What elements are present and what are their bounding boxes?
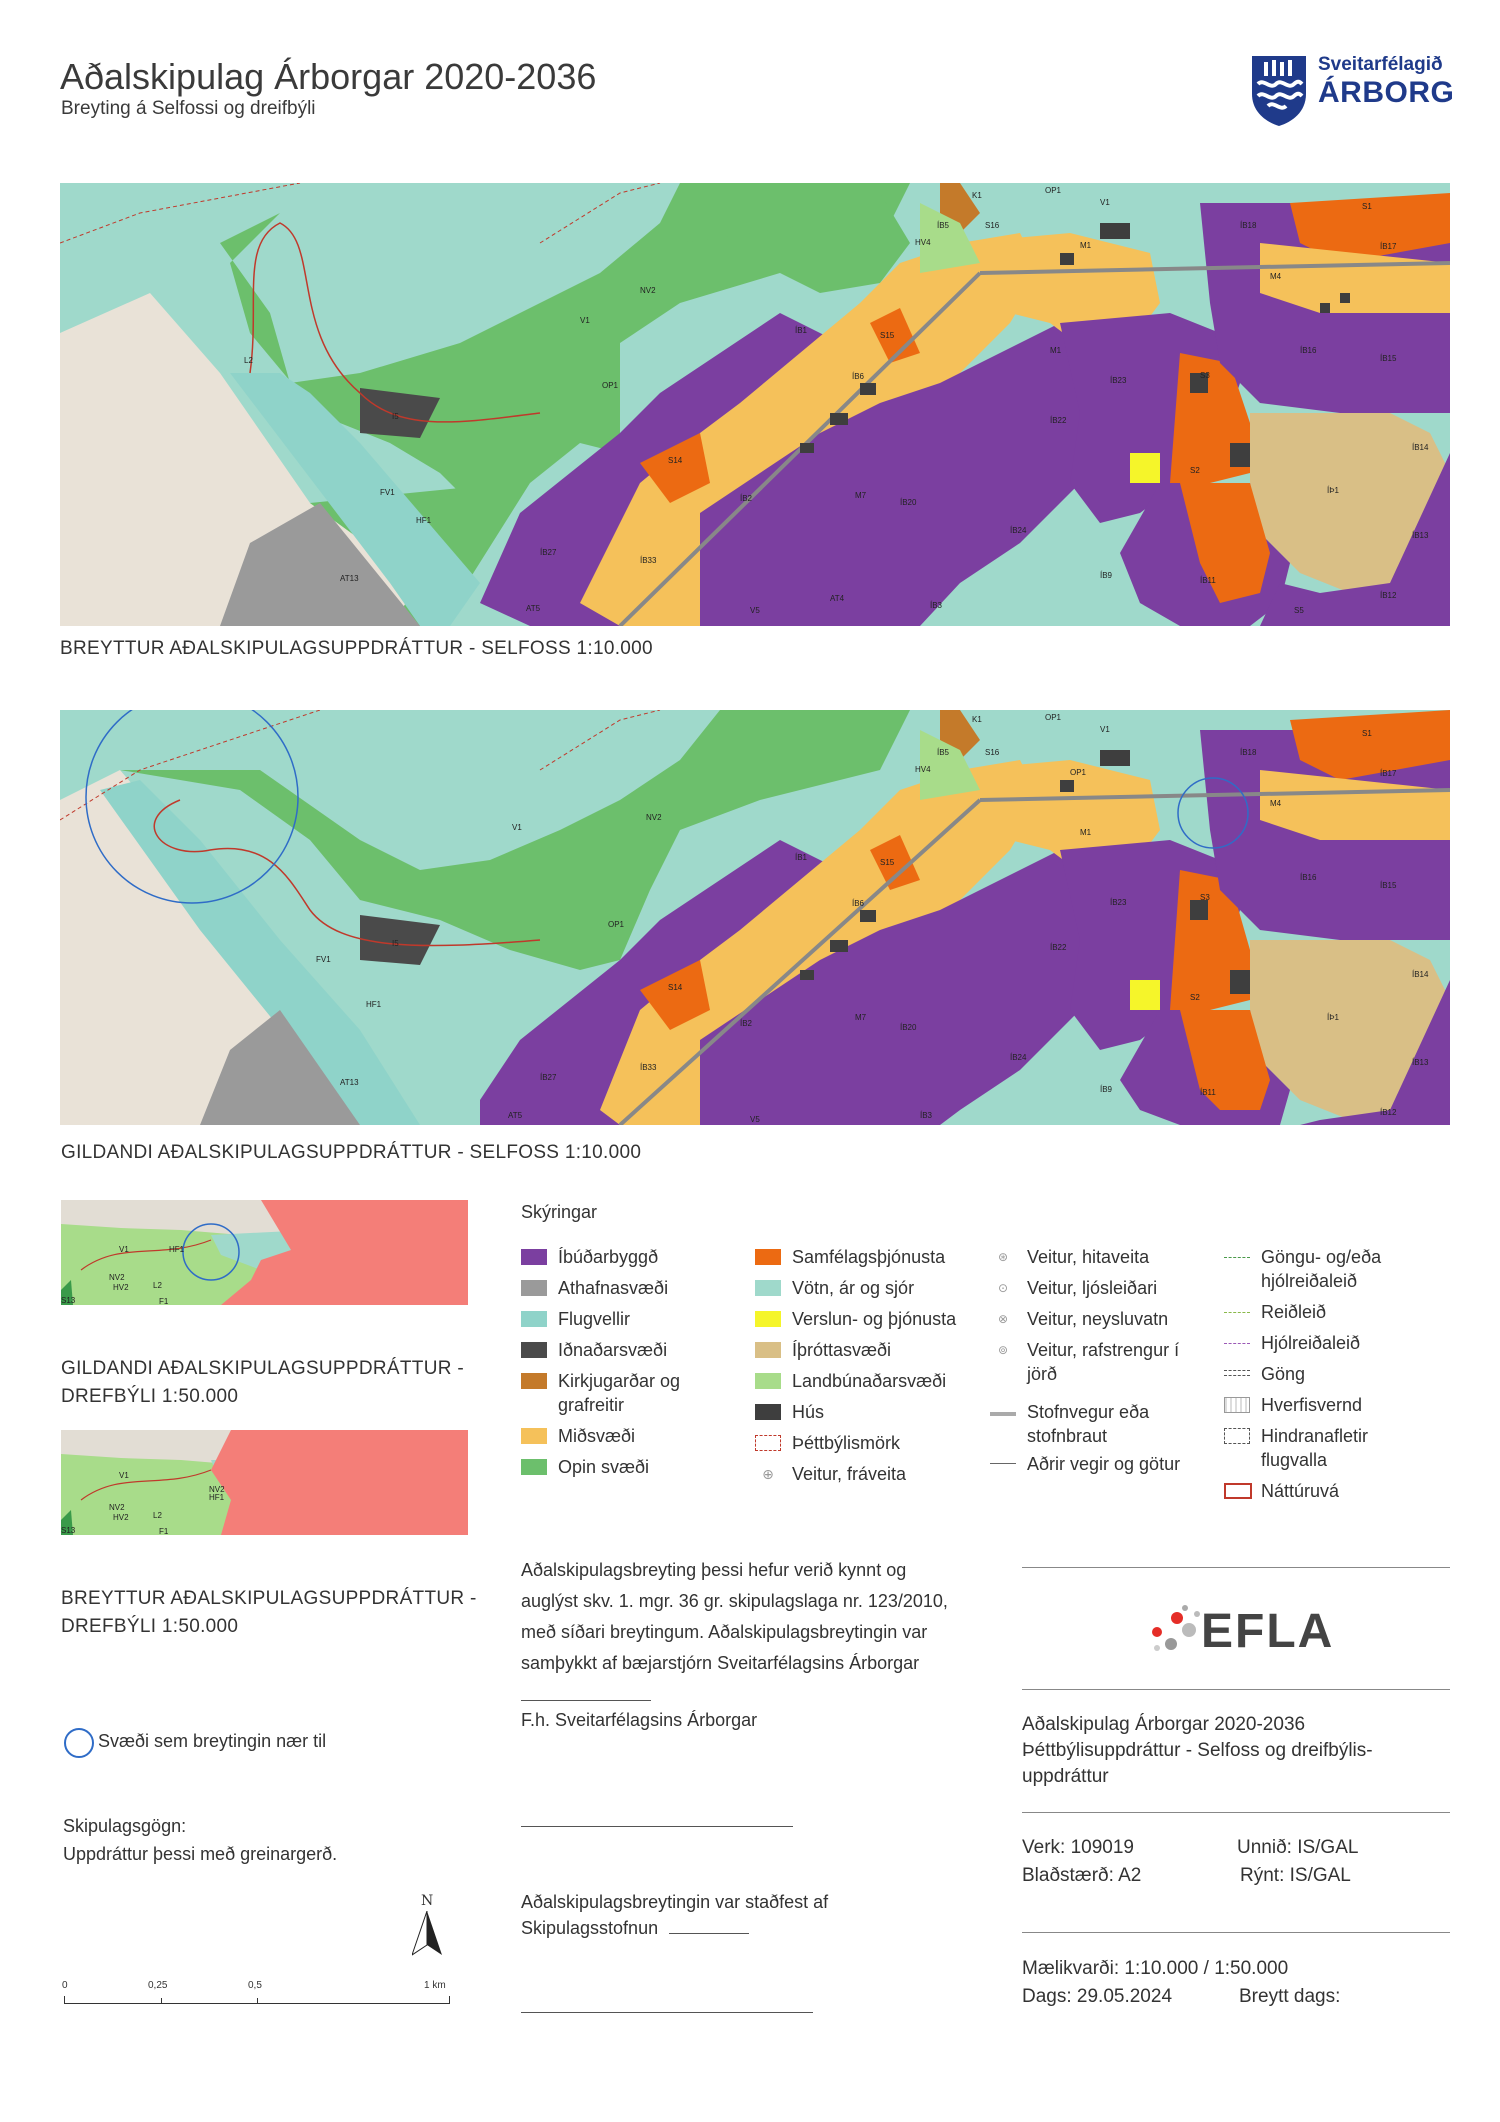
map-label: L2 xyxy=(244,356,253,365)
page-title: Aðalskipulag Árborgar 2020-2036 xyxy=(60,56,597,97)
map-label: HF1 xyxy=(209,1493,225,1502)
legend-label: Veitur, hitaveita xyxy=(1027,1247,1150,1267)
map-label: V1 xyxy=(1100,725,1110,734)
scale-tick: 0,25 xyxy=(148,1980,168,1991)
map-label: S14 xyxy=(668,983,683,992)
map-label: M1 xyxy=(1080,241,1092,250)
map-label: OP1 xyxy=(602,381,619,390)
map-label: ÍB13 xyxy=(1412,1058,1429,1067)
efla-name: EFLA xyxy=(1201,1605,1335,1658)
map-label: M7 xyxy=(855,491,867,500)
map-label: M4 xyxy=(1270,272,1282,281)
legend-line xyxy=(990,1463,1016,1464)
map-label: AT13 xyxy=(340,1078,359,1087)
map-label: V1 xyxy=(1100,198,1110,207)
legend-label: Hjólreiðaleið xyxy=(1261,1333,1361,1353)
map-label: ÍB20 xyxy=(900,1023,917,1032)
map-label: ÍB12 xyxy=(1380,591,1397,600)
map-label: ÍB2 xyxy=(740,494,753,503)
legend-swatch xyxy=(1224,1428,1250,1444)
legend-swatch xyxy=(755,1311,781,1327)
map-label: ÍB33 xyxy=(640,1063,657,1072)
sewer-icon: ⊕ xyxy=(762,1466,774,1482)
map-label: ÍB17 xyxy=(1380,242,1397,251)
scale-bar xyxy=(60,1980,460,2010)
arborg-logo xyxy=(1250,50,1455,132)
legend-label: Íþróttasvæði xyxy=(792,1340,892,1360)
dags: Dags: 29.05.2024 xyxy=(1022,1986,1173,2007)
mini1-caption: GILDANDI AÐALSKIPULAGSUPPDRÁTTUR - DREFBÝLI 1:50.000 xyxy=(61,1358,464,1407)
map-label: ÍB16 xyxy=(1300,873,1317,882)
map-label: ÍB27 xyxy=(540,548,557,557)
heating-icon: ⊛ xyxy=(997,1250,1009,1264)
legend-swatch xyxy=(521,1373,547,1389)
legend-title: Skýringar xyxy=(521,1202,598,1222)
legend-label: Veitur, neysluvatn xyxy=(1027,1309,1169,1329)
north-arrow xyxy=(410,1893,444,1957)
map-label: OP1 xyxy=(1070,768,1087,777)
legend-label: Hús xyxy=(792,1402,825,1422)
map-label: ÍB27 xyxy=(540,1073,557,1082)
approval-statement: Aðalskipulagsbreyting þessi hefur verið kynnt og auglýst skv. 1. mgr. 36 gr. skipulagslaga nr. 123/2010, með síðari breytingum. Aðalskipulagsbreytingin var samþykkt af bæjarstjórn Sveitarfélagsins Árborgar xyxy=(521,1560,948,1673)
map-label: L2 xyxy=(153,1281,162,1290)
map-rural-current[interactable] xyxy=(61,1200,468,1305)
north-arrow-icon xyxy=(412,1911,442,1957)
map-label: ÍB5 xyxy=(937,221,950,230)
legend-swatch xyxy=(521,1342,547,1358)
logo-line1: Sveitarfélagið xyxy=(1318,54,1443,75)
map-label: S15 xyxy=(880,331,895,340)
map-label: I5 xyxy=(392,412,399,421)
map-label: L2 xyxy=(153,1511,162,1520)
legend-swatch xyxy=(755,1404,781,1420)
map-label: NV2 xyxy=(209,1485,225,1494)
map-rural-amended[interactable] xyxy=(61,1430,468,1535)
scale-tick: 0,5 xyxy=(248,1980,262,1991)
legend-line xyxy=(990,1412,1016,1416)
unnid: Unnið: IS/GAL xyxy=(1237,1837,1359,1858)
north-label: N xyxy=(421,1893,434,1909)
map-label: I5 xyxy=(392,939,399,948)
map-label: ÍB23 xyxy=(1110,376,1127,385)
legend-swatch xyxy=(521,1280,547,1296)
legend-label: Athafnasvæði xyxy=(558,1278,669,1298)
map-label: S1 xyxy=(1362,729,1372,738)
maelikvardi: Mælikvarði: 1:10.000 / 1:50.000 xyxy=(1022,1958,1289,1979)
legend-swatch xyxy=(755,1373,781,1389)
map-label: HV2 xyxy=(113,1513,129,1522)
planning-documents xyxy=(63,1812,337,1868)
legend-label: Vötn, ár og sjór xyxy=(792,1278,915,1298)
logo-line2: ÁRBORG xyxy=(1318,76,1455,109)
map-label: ÍB9 xyxy=(1100,1085,1113,1094)
map-label: V5 xyxy=(750,606,760,615)
legend-swatch xyxy=(755,1342,781,1358)
legend-swatch xyxy=(521,1459,547,1475)
map-label: S5 xyxy=(1294,606,1304,615)
legend-label: Þéttbýlismörk xyxy=(792,1433,901,1453)
legend-swatch xyxy=(755,1249,781,1265)
legend-line xyxy=(1224,1257,1250,1258)
map-label: S3 xyxy=(1200,893,1210,902)
legend-label: Verslun- og þjónusta xyxy=(792,1309,957,1329)
breytt-dags: Breytt dags: xyxy=(1239,1986,1341,2007)
map-label: ÍB14 xyxy=(1412,443,1429,452)
map-label: ÍB15 xyxy=(1380,354,1397,363)
map-label: S13 xyxy=(61,1526,76,1535)
map-label: S16 xyxy=(985,221,1000,230)
map-label: M7 xyxy=(855,1013,867,1022)
map-label: NV2 xyxy=(646,813,662,822)
map-label: ÍB1 xyxy=(795,853,808,862)
map-label: V1 xyxy=(119,1471,129,1480)
legend-label: Aðrir vegir og götur xyxy=(1027,1454,1181,1474)
legend-label: Opin svæði xyxy=(558,1457,650,1477)
water-icon: ⊗ xyxy=(997,1312,1009,1326)
legend-swatch xyxy=(755,1435,781,1451)
map-label: NV2 xyxy=(640,286,656,295)
map-label: NV2 xyxy=(109,1273,125,1282)
map-label: ÍB11 xyxy=(1200,576,1216,585)
map-label: S13 xyxy=(61,1296,76,1305)
legend-swatch xyxy=(1224,1397,1250,1413)
map-label: ÍB15 xyxy=(1380,881,1397,890)
legend-label: Hindranafletir flugvalla xyxy=(1261,1426,1369,1470)
signature-label: F.h. Sveitarfélagsins Árborgar xyxy=(521,1710,758,1730)
map-label: V1 xyxy=(512,823,522,832)
documents-heading: Skipulagsgögn: xyxy=(63,1816,187,1836)
map-label: ÍB1 xyxy=(795,326,808,335)
map-label: K1 xyxy=(972,191,982,200)
legend-swatch xyxy=(521,1311,547,1327)
map-label: FV1 xyxy=(380,488,395,497)
map-label: OP1 xyxy=(1045,713,1062,722)
map-label: ÍB2 xyxy=(740,1019,753,1028)
map-label: ÍB23 xyxy=(1110,898,1127,907)
map-label: ÍB9 xyxy=(1100,571,1113,580)
legend-label: Göng xyxy=(1261,1364,1306,1384)
map-label: M1 xyxy=(1080,828,1092,837)
efla-dots-icon xyxy=(1145,1600,1205,1660)
map-label: HV4 xyxy=(915,238,931,247)
mini2-caption: BREYTTUR AÐALSKIPULAGSUPPDRÁTTUR - DREFBÝLI 1:50.000 xyxy=(61,1588,477,1637)
map-label: ÍB3 xyxy=(920,1111,933,1120)
map-label: K1 xyxy=(972,715,982,724)
titleblock-subtitle: Þéttbýlisuppdráttur - Selfoss og dreifbýlis-uppdráttur xyxy=(1022,1740,1373,1787)
map-label: AT4 xyxy=(830,594,845,603)
map-label: HV4 xyxy=(915,765,931,774)
legend-swatch xyxy=(521,1428,547,1444)
legend-line xyxy=(1224,1370,1250,1376)
map-selfoss-amended[interactable] xyxy=(60,183,1450,626)
legend-label: Landbúnaðarsvæði xyxy=(792,1371,947,1391)
signature-line xyxy=(521,1700,651,1701)
legend-label: Íbúðarbyggð xyxy=(558,1247,659,1267)
map-label: ÍB18 xyxy=(1240,748,1257,757)
map-label: ÍÞ1 xyxy=(1327,1013,1340,1022)
map-label: ÍB6 xyxy=(852,899,865,908)
map-label: ÍB24 xyxy=(1010,1053,1027,1062)
map-label: OP1 xyxy=(1045,186,1062,195)
titleblock-main-title: Aðalskipulag Árborgar 2020-2036 xyxy=(1022,1714,1306,1735)
map2-caption: GILDANDI AÐALSKIPULAGSUPPDRÁTTUR - SELFOSS 1:10.000 xyxy=(61,1142,642,1163)
legend-line xyxy=(1224,1312,1250,1313)
map-label: OP1 xyxy=(608,920,625,929)
legend-label: Iðnaðarsvæði xyxy=(558,1340,668,1360)
map-label: ÍB6 xyxy=(852,372,865,381)
legend-swatch xyxy=(755,1280,781,1296)
map1-caption: BREYTTUR AÐALSKIPULAGSUPPDRÁTTUR - SELFOSS 1:10.000 xyxy=(60,638,653,659)
legend-label: Veitur, ljósleiðari xyxy=(1027,1278,1158,1298)
arborg-shield-icon xyxy=(1250,54,1308,128)
map-label: ÍÞ1 xyxy=(1327,486,1340,495)
page-subtitle: Breyting á Selfossi og dreifbýli xyxy=(61,98,316,119)
confirmation-label: Aðalskipulagsbreytingin var staðfest af Skipulagsstofnun xyxy=(521,1892,829,1938)
map-label: F1 xyxy=(159,1527,169,1535)
map-label: M1 xyxy=(1050,346,1062,355)
map-label: ÍB24 xyxy=(1010,526,1027,535)
power-icon: ⊚ xyxy=(997,1343,1009,1357)
fiber-icon: ⊙ xyxy=(997,1281,1009,1295)
map-label: FV1 xyxy=(316,955,331,964)
legend-label: Samfélagsþjónusta xyxy=(792,1247,946,1267)
bladstaerd: Blaðstærð: A2 xyxy=(1022,1865,1142,1886)
efla-logo xyxy=(1145,1600,1355,1660)
scale-tick: 1 km xyxy=(424,1980,446,1991)
map-label: ÍB14 xyxy=(1412,970,1429,979)
legend-label: Miðsvæði xyxy=(558,1426,636,1446)
rynt: Rýnt: IS/GAL xyxy=(1240,1865,1351,1886)
legend-label: Flugvellir xyxy=(558,1309,631,1329)
map-label: ÍB22 xyxy=(1050,943,1067,952)
map-label: S2 xyxy=(1190,466,1200,475)
map-label: S1 xyxy=(1362,202,1372,211)
map-label: HV2 xyxy=(113,1283,129,1292)
map-selfoss-current[interactable] xyxy=(60,710,1450,1125)
map-label: AT5 xyxy=(508,1111,523,1120)
map-label: ÍB12 xyxy=(1380,1108,1397,1117)
map-label: ÍB16 xyxy=(1300,346,1317,355)
map-label: AT13 xyxy=(340,574,359,583)
legend-label: Reiðleið xyxy=(1261,1302,1327,1322)
map-label: HF1 xyxy=(416,516,432,525)
change-area-circle-icon xyxy=(64,1728,94,1758)
change-area-label: Svæði sem breytingin nær til xyxy=(98,1731,327,1751)
signature-line xyxy=(521,2012,813,2013)
map-label: S3 xyxy=(1200,371,1210,380)
map-label: ÍB11 xyxy=(1200,1088,1216,1097)
map-label: ÍB20 xyxy=(900,498,917,507)
legend-line xyxy=(1224,1343,1250,1344)
legend-label: Náttúruvá xyxy=(1261,1481,1340,1501)
legend-label: Stofnvegur eða stofnbraut xyxy=(1027,1402,1150,1446)
map-label: F1 xyxy=(159,1297,169,1305)
map-label: V5 xyxy=(750,1115,760,1124)
documents-text: Uppdráttur þessi með greinargerð. xyxy=(63,1844,338,1864)
map-label: ÍB17 xyxy=(1380,769,1397,778)
legend-label: Veitur, rafstrengur í jörð xyxy=(1027,1340,1180,1384)
confirmation-text xyxy=(521,1889,941,1941)
map-label: V1 xyxy=(580,316,590,325)
scale-tick: 0 xyxy=(62,1980,68,1991)
map-label: HF1 xyxy=(169,1245,185,1254)
map-label: S16 xyxy=(985,748,1000,757)
map-label: S14 xyxy=(668,456,683,465)
legend-swatch xyxy=(1224,1483,1252,1499)
map-label: M4 xyxy=(1270,799,1282,808)
map-label: ÍB13 xyxy=(1412,531,1429,540)
map-label: NV2 xyxy=(109,1503,125,1512)
legend-swatch xyxy=(521,1249,547,1265)
legend-label: Göngu- og/eða hjólreiðaleið xyxy=(1261,1247,1382,1291)
legend-label: Veitur, fráveita xyxy=(792,1464,907,1484)
map-label: ÍB22 xyxy=(1050,416,1067,425)
map-label: V1 xyxy=(119,1245,129,1254)
map-label: S2 xyxy=(1190,993,1200,1002)
titleblock-title xyxy=(1022,1712,1450,1790)
map-label: HF1 xyxy=(366,1000,382,1009)
map-label: ÍB5 xyxy=(937,748,950,757)
signature-line xyxy=(521,1826,793,1827)
map-label: ÍB3 xyxy=(930,601,943,610)
map-label: ÍB33 xyxy=(640,556,657,565)
legend-label: Hverfisvernd xyxy=(1261,1395,1363,1415)
map-label: AT5 xyxy=(526,604,541,613)
legend-label: Kirkjugarðar og grafreitir xyxy=(558,1371,681,1415)
map-label: ÍB18 xyxy=(1240,221,1257,230)
verk-number: Verk: 109019 xyxy=(1022,1837,1134,1858)
map-label: S15 xyxy=(880,858,895,867)
